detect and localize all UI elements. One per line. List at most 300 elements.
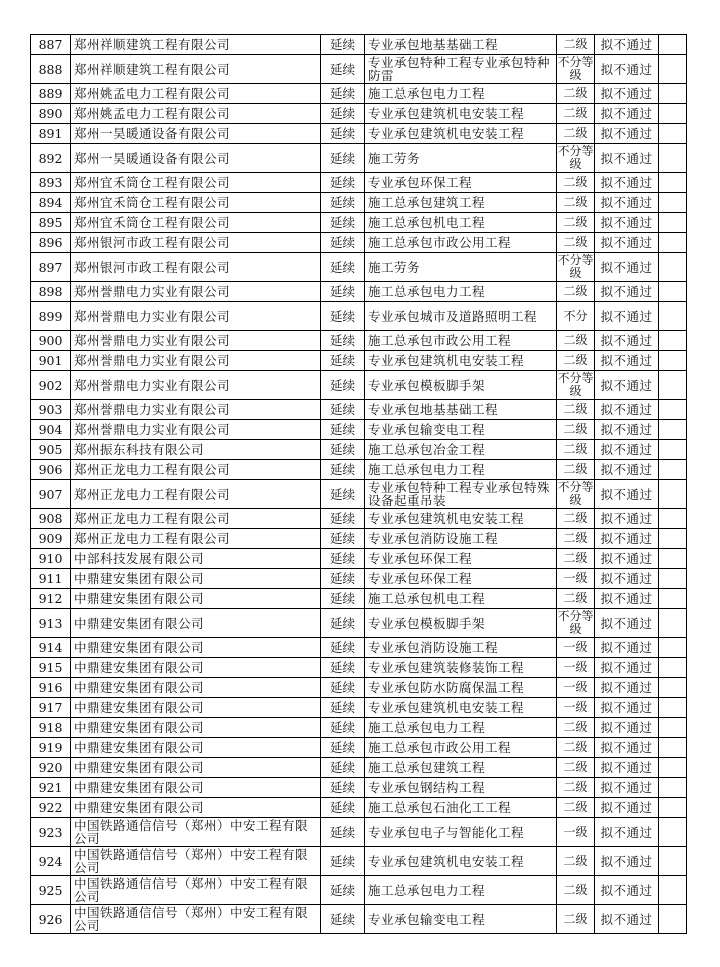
review-result: 拟不通过 bbox=[595, 778, 659, 798]
table-row bbox=[31, 420, 687, 440]
application-type: 延续 bbox=[321, 331, 365, 351]
qualification: 施工总承包建筑工程 bbox=[365, 193, 557, 213]
qualification-level: 一级 bbox=[557, 678, 595, 698]
remarks-cell bbox=[659, 55, 687, 84]
qualification-level: 二级 bbox=[557, 758, 595, 778]
table-row bbox=[31, 609, 687, 638]
company-name: 中鼎建安集团有限公司 bbox=[71, 638, 321, 658]
qualification: 专业承包建筑机电安装工程 bbox=[365, 698, 557, 718]
company-name: 中鼎建安集团有限公司 bbox=[71, 609, 321, 638]
row-number: 911 bbox=[31, 569, 71, 589]
company-name: 郑州宜禾筒仓工程有限公司 bbox=[71, 193, 321, 213]
qualification: 专业承包防水防腐保温工程 bbox=[365, 678, 557, 698]
application-type: 延续 bbox=[321, 529, 365, 549]
application-type: 延续 bbox=[321, 778, 365, 798]
qualification: 专业承包建筑机电安装工程 bbox=[365, 847, 557, 876]
qualification-level-text: 不分等级 bbox=[557, 480, 594, 507]
table-row bbox=[31, 658, 687, 678]
row-number: 888 bbox=[31, 55, 71, 84]
remarks-cell bbox=[659, 440, 687, 460]
remarks-cell bbox=[659, 738, 687, 758]
table-row bbox=[31, 798, 687, 818]
review-result: 拟不通过 bbox=[595, 193, 659, 213]
row-number: 900 bbox=[31, 331, 71, 351]
row-number: 889 bbox=[31, 84, 71, 104]
remarks-cell bbox=[659, 371, 687, 400]
qualification-level bbox=[557, 371, 595, 400]
qualification: 专业承包输变电工程 bbox=[365, 420, 557, 440]
company-name: 中部科技发展有限公司 bbox=[71, 549, 321, 569]
qualification-level-text: 不分等级 bbox=[557, 371, 594, 398]
application-type: 延续 bbox=[321, 589, 365, 609]
company-name: 郑州祥顺建筑工程有限公司 bbox=[71, 55, 321, 84]
remarks-cell bbox=[659, 589, 687, 609]
qualification-level: 二级 bbox=[557, 400, 595, 420]
table-row bbox=[31, 638, 687, 658]
application-type: 延续 bbox=[321, 173, 365, 193]
review-result: 拟不通过 bbox=[595, 758, 659, 778]
row-number: 890 bbox=[31, 104, 71, 124]
remarks-cell bbox=[659, 876, 687, 905]
row-number: 902 bbox=[31, 371, 71, 400]
remarks-cell bbox=[659, 529, 687, 549]
qualification: 专业承包建筑机电安装工程 bbox=[365, 124, 557, 144]
qualification: 施工劳务 bbox=[365, 144, 557, 173]
review-result: 拟不通过 bbox=[595, 738, 659, 758]
qualification-level: 二级 bbox=[557, 104, 595, 124]
row-number: 918 bbox=[31, 718, 71, 738]
qualification-table bbox=[30, 34, 687, 934]
application-type: 延续 bbox=[321, 55, 365, 84]
qualification: 专业承包地基基础工程 bbox=[365, 35, 557, 55]
company-name: 郑州誉鼎电力实业有限公司 bbox=[71, 420, 321, 440]
application-type: 延续 bbox=[321, 144, 365, 173]
application-type: 延续 bbox=[321, 351, 365, 371]
review-result: 拟不通过 bbox=[595, 144, 659, 173]
table-row bbox=[31, 678, 687, 698]
company-name bbox=[71, 847, 321, 876]
row-number: 904 bbox=[31, 420, 71, 440]
review-result: 拟不通过 bbox=[595, 124, 659, 144]
review-result: 拟不通过 bbox=[595, 331, 659, 351]
review-result: 拟不通过 bbox=[595, 460, 659, 480]
review-result: 拟不通过 bbox=[595, 371, 659, 400]
application-type: 延续 bbox=[321, 282, 365, 302]
qualification-level bbox=[557, 609, 595, 638]
remarks-cell bbox=[659, 253, 687, 282]
application-type: 延续 bbox=[321, 658, 365, 678]
row-number: 906 bbox=[31, 460, 71, 480]
table-row bbox=[31, 282, 687, 302]
table-row bbox=[31, 718, 687, 738]
table-row bbox=[31, 847, 687, 876]
qualification-level: 一级 bbox=[557, 698, 595, 718]
remarks-cell bbox=[659, 213, 687, 233]
company-name: 郑州誉鼎电力实业有限公司 bbox=[71, 400, 321, 420]
application-type: 延续 bbox=[321, 440, 365, 460]
table-row bbox=[31, 84, 687, 104]
table-row bbox=[31, 233, 687, 253]
company-name: 中鼎建安集团有限公司 bbox=[71, 758, 321, 778]
application-type: 延续 bbox=[321, 847, 365, 876]
row-number: 887 bbox=[31, 35, 71, 55]
remarks-cell bbox=[659, 847, 687, 876]
application-type: 延续 bbox=[321, 678, 365, 698]
row-number: 926 bbox=[31, 905, 71, 934]
qualification-level bbox=[557, 253, 595, 282]
review-result: 拟不通过 bbox=[595, 480, 659, 509]
qualification-level: 二级 bbox=[557, 331, 595, 351]
remarks-cell bbox=[659, 798, 687, 818]
table-row bbox=[31, 549, 687, 569]
company-name-text: 中国铁路通信信号（郑州）中安工程有限公司 bbox=[74, 818, 309, 846]
application-type: 延续 bbox=[321, 818, 365, 847]
remarks-cell bbox=[659, 124, 687, 144]
table-row bbox=[31, 509, 687, 529]
company-name: 郑州誉鼎电力实业有限公司 bbox=[71, 351, 321, 371]
company-name: 中鼎建安集团有限公司 bbox=[71, 658, 321, 678]
qualification: 专业承包输变电工程 bbox=[365, 905, 557, 934]
qualification-level: 一级 bbox=[557, 638, 595, 658]
qualification: 专业承包建筑机电安装工程 bbox=[365, 351, 557, 371]
review-result: 拟不通过 bbox=[595, 529, 659, 549]
qualification-level: 二级 bbox=[557, 282, 595, 302]
row-number: 895 bbox=[31, 213, 71, 233]
qualification: 施工总承包电力工程 bbox=[365, 876, 557, 905]
review-result: 拟不通过 bbox=[595, 420, 659, 440]
application-type: 延续 bbox=[321, 400, 365, 420]
table-row bbox=[31, 331, 687, 351]
review-result: 拟不通过 bbox=[595, 549, 659, 569]
company-name bbox=[71, 818, 321, 847]
application-type: 延续 bbox=[321, 460, 365, 480]
review-result: 拟不通过 bbox=[595, 876, 659, 905]
document-page bbox=[30, 34, 690, 934]
application-type: 延续 bbox=[321, 758, 365, 778]
application-type: 延续 bbox=[321, 905, 365, 934]
review-result: 拟不通过 bbox=[595, 282, 659, 302]
qualification-level: 二级 bbox=[557, 420, 595, 440]
company-name: 郑州姚孟电力工程有限公司 bbox=[71, 104, 321, 124]
qualification-level: 二级 bbox=[557, 589, 595, 609]
qualification: 施工总承包市政公用工程 bbox=[365, 331, 557, 351]
review-result: 拟不通过 bbox=[595, 798, 659, 818]
remarks-cell bbox=[659, 698, 687, 718]
qualification: 专业承包模板脚手架 bbox=[365, 609, 557, 638]
remarks-cell bbox=[659, 678, 687, 698]
row-number: 909 bbox=[31, 529, 71, 549]
remarks-cell bbox=[659, 460, 687, 480]
remarks-cell bbox=[659, 400, 687, 420]
company-name: 中鼎建安集团有限公司 bbox=[71, 698, 321, 718]
table-row bbox=[31, 440, 687, 460]
qualification: 施工总承包电力工程 bbox=[365, 282, 557, 302]
remarks-cell bbox=[659, 480, 687, 509]
qualification: 施工总承包电力工程 bbox=[365, 460, 557, 480]
table-row bbox=[31, 738, 687, 758]
application-type: 延续 bbox=[321, 738, 365, 758]
qualification: 专业承包地基基础工程 bbox=[365, 400, 557, 420]
qualification-level: 二级 bbox=[557, 738, 595, 758]
remarks-cell bbox=[659, 758, 687, 778]
row-number: 901 bbox=[31, 351, 71, 371]
application-type: 延续 bbox=[321, 104, 365, 124]
remarks-cell bbox=[659, 609, 687, 638]
qualification: 专业承包消防设施工程 bbox=[365, 529, 557, 549]
row-number: 891 bbox=[31, 124, 71, 144]
application-type: 延续 bbox=[321, 420, 365, 440]
row-number: 924 bbox=[31, 847, 71, 876]
row-number: 894 bbox=[31, 193, 71, 213]
row-number: 907 bbox=[31, 480, 71, 509]
review-result: 拟不通过 bbox=[595, 698, 659, 718]
qualification-level: 二级 bbox=[557, 509, 595, 529]
table-row bbox=[31, 173, 687, 193]
qualification-level bbox=[557, 144, 595, 173]
review-result: 拟不通过 bbox=[595, 213, 659, 233]
remarks-cell bbox=[659, 351, 687, 371]
company-name: 郑州正龙电力工程有限公司 bbox=[71, 460, 321, 480]
application-type: 延续 bbox=[321, 124, 365, 144]
application-type: 延续 bbox=[321, 698, 365, 718]
application-type: 延续 bbox=[321, 302, 365, 331]
row-number: 898 bbox=[31, 282, 71, 302]
qualification: 专业承包模板脚手架 bbox=[365, 371, 557, 400]
table-row bbox=[31, 213, 687, 233]
review-result: 拟不通过 bbox=[595, 718, 659, 738]
table-row bbox=[31, 144, 687, 173]
application-type: 延续 bbox=[321, 798, 365, 818]
review-result: 拟不通过 bbox=[595, 638, 659, 658]
row-number: 916 bbox=[31, 678, 71, 698]
table-row bbox=[31, 55, 687, 84]
company-name: 郑州姚孟电力工程有限公司 bbox=[71, 84, 321, 104]
company-name: 郑州宜禾筒仓工程有限公司 bbox=[71, 213, 321, 233]
qualification: 施工总承包石油化工工程 bbox=[365, 798, 557, 818]
application-type: 延续 bbox=[321, 193, 365, 213]
remarks-cell bbox=[659, 84, 687, 104]
row-number: 903 bbox=[31, 400, 71, 420]
qualification-level-text: 不分等级 bbox=[557, 144, 594, 171]
table-row bbox=[31, 104, 687, 124]
row-number: 917 bbox=[31, 698, 71, 718]
review-result: 拟不通过 bbox=[595, 173, 659, 193]
company-name: 中鼎建安集团有限公司 bbox=[71, 738, 321, 758]
qualification: 专业承包环保工程 bbox=[365, 549, 557, 569]
application-type: 延续 bbox=[321, 609, 365, 638]
company-name: 中鼎建安集团有限公司 bbox=[71, 589, 321, 609]
application-type: 延续 bbox=[321, 569, 365, 589]
row-number: 897 bbox=[31, 253, 71, 282]
company-name bbox=[71, 876, 321, 905]
company-name: 中鼎建安集团有限公司 bbox=[71, 778, 321, 798]
row-number: 914 bbox=[31, 638, 71, 658]
qualification: 施工总承包市政公用工程 bbox=[365, 233, 557, 253]
application-type: 延续 bbox=[321, 549, 365, 569]
qualification-level: 二级 bbox=[557, 233, 595, 253]
remarks-cell bbox=[659, 638, 687, 658]
qualification-level-text: 不分等级 bbox=[557, 609, 594, 636]
qualification: 专业承包环保工程 bbox=[365, 173, 557, 193]
table-row bbox=[31, 905, 687, 934]
row-number: 899 bbox=[31, 302, 71, 331]
qualification-text: 专业承包特种工程专业承包特殊设备起重吊装 bbox=[368, 480, 551, 508]
remarks-cell bbox=[659, 331, 687, 351]
company-name: 郑州正龙电力工程有限公司 bbox=[71, 529, 321, 549]
qualification-level: 二级 bbox=[557, 798, 595, 818]
qualification-level: 二级 bbox=[557, 847, 595, 876]
review-result: 拟不通过 bbox=[595, 351, 659, 371]
remarks-cell bbox=[659, 173, 687, 193]
remarks-cell bbox=[659, 905, 687, 934]
qualification-level bbox=[557, 480, 595, 509]
table-row bbox=[31, 124, 687, 144]
qualification: 专业承包建筑装修装饰工程 bbox=[365, 658, 557, 678]
qualification: 专业承包钢结构工程 bbox=[365, 778, 557, 798]
remarks-cell bbox=[659, 420, 687, 440]
application-type: 延续 bbox=[321, 233, 365, 253]
application-type: 延续 bbox=[321, 480, 365, 509]
qualification-level: 二级 bbox=[557, 876, 595, 905]
qualification-level: 二级 bbox=[557, 193, 595, 213]
company-name: 中鼎建安集团有限公司 bbox=[71, 678, 321, 698]
company-name: 郑州正龙电力工程有限公司 bbox=[71, 509, 321, 529]
remarks-cell bbox=[659, 509, 687, 529]
qualification-level-text: 不分等级 bbox=[557, 253, 594, 280]
remarks-cell bbox=[659, 282, 687, 302]
company-name: 郑州一昊暖通设备有限公司 bbox=[71, 144, 321, 173]
table-row bbox=[31, 589, 687, 609]
review-result: 拟不通过 bbox=[595, 400, 659, 420]
review-result: 拟不通过 bbox=[595, 35, 659, 55]
company-name: 郑州宜禾筒仓工程有限公司 bbox=[71, 173, 321, 193]
table-row bbox=[31, 698, 687, 718]
qualification: 施工总承包市政公用工程 bbox=[365, 738, 557, 758]
review-result: 拟不通过 bbox=[595, 509, 659, 529]
review-result: 拟不通过 bbox=[595, 609, 659, 638]
table-row bbox=[31, 480, 687, 509]
table-row bbox=[31, 35, 687, 55]
row-number: 896 bbox=[31, 233, 71, 253]
company-name: 中鼎建安集团有限公司 bbox=[71, 569, 321, 589]
qualification-level: 二级 bbox=[557, 35, 595, 55]
review-result: 拟不通过 bbox=[595, 589, 659, 609]
qualification-level: 一级 bbox=[557, 818, 595, 847]
row-number: 913 bbox=[31, 609, 71, 638]
application-type: 延续 bbox=[321, 35, 365, 55]
table-row bbox=[31, 778, 687, 798]
review-result: 拟不通过 bbox=[595, 678, 659, 698]
application-type: 延续 bbox=[321, 253, 365, 282]
company-name-text: 中国铁路通信信号（郑州）中安工程有限公司 bbox=[74, 847, 309, 875]
company-name: 郑州祥顺建筑工程有限公司 bbox=[71, 35, 321, 55]
table-row bbox=[31, 351, 687, 371]
table-row bbox=[31, 371, 687, 400]
company-name-text: 中国铁路通信信号（郑州）中安工程有限公司 bbox=[74, 905, 309, 933]
remarks-cell bbox=[659, 144, 687, 173]
qualification-level: 二级 bbox=[557, 905, 595, 934]
remarks-cell bbox=[659, 302, 687, 331]
qualification: 专业承包消防设施工程 bbox=[365, 638, 557, 658]
row-number: 920 bbox=[31, 758, 71, 778]
qualification-level: 二级 bbox=[557, 529, 595, 549]
company-name: 郑州誉鼎电力实业有限公司 bbox=[71, 331, 321, 351]
table-row bbox=[31, 529, 687, 549]
remarks-cell bbox=[659, 718, 687, 738]
company-name: 中鼎建安集团有限公司 bbox=[71, 798, 321, 818]
table-row bbox=[31, 569, 687, 589]
application-type: 延续 bbox=[321, 213, 365, 233]
row-number: 905 bbox=[31, 440, 71, 460]
review-result: 拟不通过 bbox=[595, 253, 659, 282]
review-result: 拟不通过 bbox=[595, 233, 659, 253]
qualification bbox=[365, 480, 557, 509]
qualification-text: 专业承包特种工程专业承包特种防雷 bbox=[368, 55, 551, 83]
company-name: 中鼎建安集团有限公司 bbox=[71, 718, 321, 738]
qualification-level: 二级 bbox=[557, 718, 595, 738]
table-row bbox=[31, 302, 687, 331]
review-result: 拟不通过 bbox=[595, 818, 659, 847]
application-type: 延续 bbox=[321, 371, 365, 400]
qualification: 施工总承包机电工程 bbox=[365, 589, 557, 609]
qualification: 施工总承包电力工程 bbox=[365, 718, 557, 738]
qualification-level: 二级 bbox=[557, 460, 595, 480]
row-number: 923 bbox=[31, 818, 71, 847]
remarks-cell bbox=[659, 104, 687, 124]
remarks-cell bbox=[659, 233, 687, 253]
qualification: 专业承包建筑机电安装工程 bbox=[365, 509, 557, 529]
table-row bbox=[31, 818, 687, 847]
qualification: 施工劳务 bbox=[365, 253, 557, 282]
application-type: 延续 bbox=[321, 718, 365, 738]
row-number: 915 bbox=[31, 658, 71, 678]
table-row bbox=[31, 193, 687, 213]
table-row bbox=[31, 876, 687, 905]
company-name: 郑州一昊暖通设备有限公司 bbox=[71, 124, 321, 144]
company-name: 郑州誉鼎电力实业有限公司 bbox=[71, 302, 321, 331]
review-result: 拟不通过 bbox=[595, 104, 659, 124]
remarks-cell bbox=[659, 193, 687, 213]
review-result: 拟不通过 bbox=[595, 55, 659, 84]
review-result: 拟不通过 bbox=[595, 84, 659, 104]
qualification-level: 二级 bbox=[557, 778, 595, 798]
row-number: 921 bbox=[31, 778, 71, 798]
company-name: 郑州银河市政工程有限公司 bbox=[71, 253, 321, 282]
review-result: 拟不通过 bbox=[595, 905, 659, 934]
company-name: 郑州银河市政工程有限公司 bbox=[71, 233, 321, 253]
remarks-cell bbox=[659, 549, 687, 569]
row-number: 893 bbox=[31, 173, 71, 193]
qualification: 专业承包电子与智能化工程 bbox=[365, 818, 557, 847]
application-type: 延续 bbox=[321, 84, 365, 104]
qualification: 施工总承包机电工程 bbox=[365, 213, 557, 233]
qualification-level: 二级 bbox=[557, 549, 595, 569]
row-number: 919 bbox=[31, 738, 71, 758]
table-row bbox=[31, 253, 687, 282]
review-result: 拟不通过 bbox=[595, 302, 659, 331]
row-number: 908 bbox=[31, 509, 71, 529]
remarks-cell bbox=[659, 658, 687, 678]
company-name: 郑州誉鼎电力实业有限公司 bbox=[71, 371, 321, 400]
qualification-level: 二级 bbox=[557, 124, 595, 144]
qualification-level: 二级 bbox=[557, 173, 595, 193]
qualification: 专业承包建筑机电安装工程 bbox=[365, 104, 557, 124]
row-number: 922 bbox=[31, 798, 71, 818]
qualification: 专业承包环保工程 bbox=[365, 569, 557, 589]
company-name bbox=[71, 905, 321, 934]
company-name-text: 中国铁路通信信号（郑州）中安工程有限公司 bbox=[74, 876, 309, 904]
remarks-cell bbox=[659, 818, 687, 847]
